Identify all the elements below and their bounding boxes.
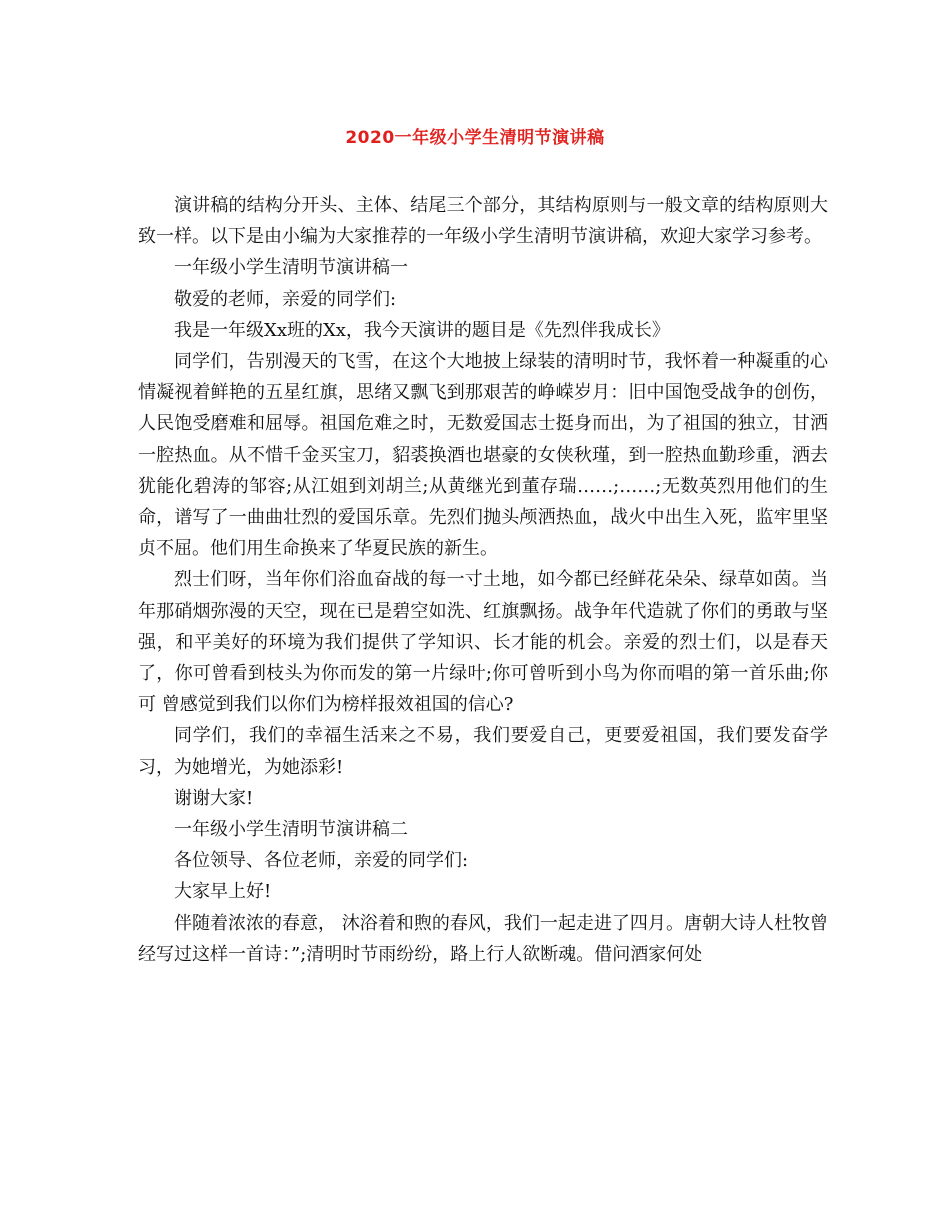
paragraph-spring: 伴随着浓浓的春意， 沐浴着和煦的春风，我们一起走进了四月。唐朝大诗人杜牧曾经写过这样一首诗：”;清明时节雨纷纷，路上行人欲断魂。借问酒家何处 bbox=[138, 912, 828, 965]
paragraph-topic: 我是一年级Xx班的Xx，我今天演讲的题目是《先烈伴我成长》 bbox=[174, 319, 670, 341]
paragraph-martyrs: 烈士们呀，当年你们浴血奋战的每一寸土地，如今都已经鲜花朵朵、绿草如茵。当年那硝烟弥漫的天空，现在已是碧空如洗、红旗飘扬。战争年代造就了你们的勇敢与坚强，和平美好的环境为我们提供了学知识、长才能的机会。亲爱的烈士们，以是春天了，你可曾看到枝头为你而发的第一片绿叶;你可曾听到小鸟为你而唱的第一首乐曲;你可 曾感觉到我们以你们为榜样报效祖国的信心? bbox=[138, 569, 828, 716]
paragraph-call-to-action: 同学们，我们的幸福生活来之不易，我们要爱自己，更要爱祖国，我们要发奋学习，为她增光，为她添彩! bbox=[138, 725, 828, 778]
paragraph-history: 同学们，告别漫天的飞雪，在这个大地披上绿装的清明时节，我怀着一种凝重的心情凝视着鲜艳的五星红旗，思绪又飘飞到那艰苦的峥嵘岁月：旧中国饱受战争的创伤，人民饱受磨难和屈辱。祖国危难之时，无数爱国志士挺身而出，为了祖国的独立，甘洒一腔热血。从不惜千金买宝刀，貂裘换酒也堪豪的女侠秋瑾，到一腔热血勤珍重，洒去犹能化碧涛的邹容;从江姐到刘胡兰;从黄继光到董存瑞……;……;无数英烈用他们的生命，谱写了一曲曲壮烈的爱国乐章。先烈们抛头颅洒热血，战火中出生入死，监牢里坚贞不屈。他们用生命换来了华夏民族的新生。 bbox=[138, 351, 828, 560]
closing-thanks: 谢谢大家! bbox=[174, 787, 254, 809]
document-body bbox=[138, 190, 828, 970]
salutation-2: 各位领导、各位老师，亲爱的同学们: bbox=[174, 850, 469, 872]
salutation-1: 敬爱的老师，亲爱的同学们: bbox=[174, 288, 397, 310]
document-title: 2020一年级小学生清明节演讲稿 bbox=[345, 128, 605, 148]
paragraph-intro: 演讲稿的结构分开头、主体、结尾三个部分，其结构原则与一般文章的结构原则大致一样。以下是由小编为大家推荐的一年级小学生清明节演讲稿，欢迎大家学习参考。 bbox=[138, 195, 828, 248]
section-heading-2: 一年级小学生清明节演讲稿二 bbox=[174, 819, 408, 841]
greeting: 大家早上好! bbox=[174, 881, 272, 903]
section-heading-1: 一年级小学生清明节演讲稿一 bbox=[174, 257, 408, 279]
